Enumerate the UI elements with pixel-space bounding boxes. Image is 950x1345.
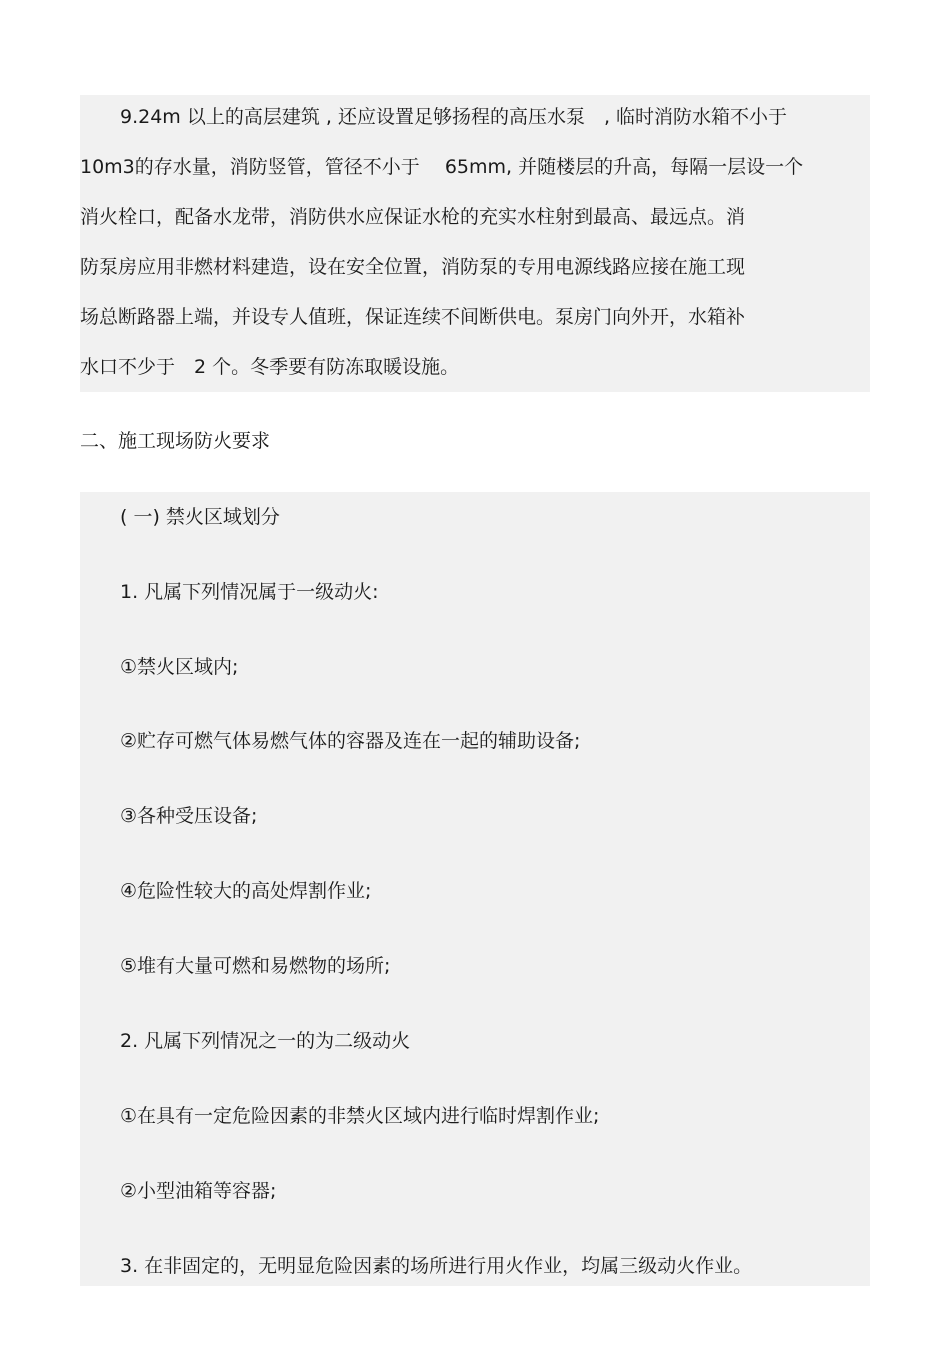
section-heading: 二、施工现场防火要求 xyxy=(80,430,271,452)
paragraph-line: 防泵房应用非燃材料建造，设在安全位置，消防泵的专用电源线路应接在施工现 xyxy=(80,256,746,278)
paragraph-line: 水口不少于 2 个。冬季要有防冻取暖设施。 xyxy=(80,356,460,378)
paragraph-line: 9.24m 以上的高层建筑 , 还应设置足够扬程的高压水泵 , 临时消防水箱不小于 xyxy=(120,106,788,128)
list-item: 2. 凡属下列情况之一的为二级动火 xyxy=(120,1030,411,1052)
list-item: ①在具有一定危险因素的非禁火区域内进行临时焊割作业; xyxy=(120,1105,600,1127)
list-item: ⑤堆有大量可燃和易燃物的场所; xyxy=(120,955,391,977)
paragraph-line: 消火栓口，配备水龙带，消防供水应保证水枪的充实水柱射到最高、最远点。消 xyxy=(80,206,746,228)
list-item: ②贮存可燃气体易燃气体的容器及连在一起的辅助设备; xyxy=(120,730,581,752)
list-item: 1. 凡属下列情况属于一级动火: xyxy=(120,581,379,603)
list-item: ①禁火区域内; xyxy=(120,656,239,678)
paragraph-line: 10m3的存水量，消防竖管，管径不小于 65mm, 并随楼层的升高，每隔一层设一个 xyxy=(80,156,804,178)
list-item: ④危险性较大的高处焊割作业; xyxy=(120,880,372,902)
list-item: 3. 在非固定的，无明显危险因素的场所进行用火作业，均属三级动火作业。 xyxy=(120,1255,753,1277)
paragraph-block-background xyxy=(80,95,870,392)
section-subheading: ( 一) 禁火区域划分 xyxy=(120,506,280,528)
list-item: ②小型油箱等容器; xyxy=(120,1180,277,1202)
paragraph-line: 场总断路器上端，并设专人值班，保证连续不间断供电。泵房门向外开，水箱补 xyxy=(80,306,746,328)
list-item: ③各种受压设备; xyxy=(120,805,258,827)
